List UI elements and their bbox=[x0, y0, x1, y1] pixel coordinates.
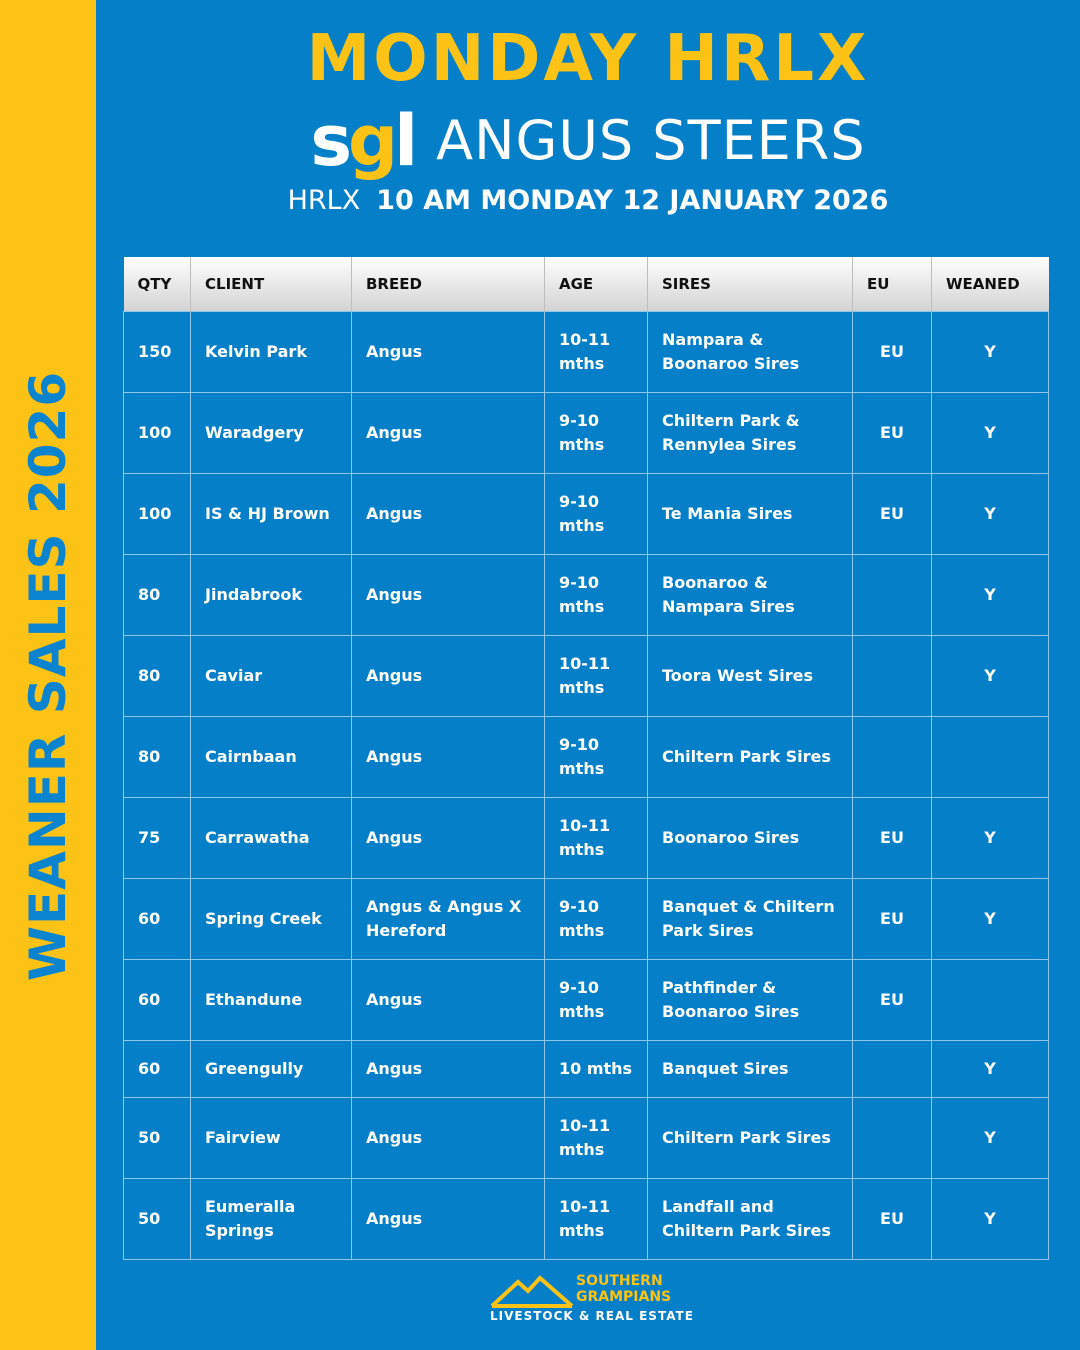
cell-eu bbox=[853, 716, 932, 797]
table-row bbox=[124, 635, 1049, 716]
column-header-sires: SIRES bbox=[648, 257, 853, 311]
column-header-client: CLIENT bbox=[191, 257, 352, 311]
table-row bbox=[124, 878, 1049, 959]
cell-weaned: Y bbox=[932, 1040, 1049, 1097]
cell-age: 10-11 mths bbox=[545, 311, 648, 392]
cell-client: Jindabrook bbox=[191, 554, 352, 635]
sale-table bbox=[123, 257, 1049, 1260]
cell-client: IS & HJ Brown bbox=[191, 473, 352, 554]
cell-client: Eumeralla Springs bbox=[191, 1178, 352, 1259]
cell-client: Greengully bbox=[191, 1040, 352, 1097]
sidebar-banner bbox=[0, 0, 96, 1350]
table-row bbox=[124, 392, 1049, 473]
table-row bbox=[124, 473, 1049, 554]
cell-age: 10 mths bbox=[545, 1040, 648, 1097]
cell-sires: Banquet & Chiltern Park Sires bbox=[648, 878, 853, 959]
cell-sires: Landfall and Chiltern Park Sires bbox=[648, 1178, 853, 1259]
footer-tagline: LIVESTOCK & REAL ESTATE bbox=[490, 1309, 694, 1323]
cell-sires: Toora West Sires bbox=[648, 635, 853, 716]
cell-age: 9-10 mths bbox=[545, 392, 648, 473]
cell-weaned: Y bbox=[932, 1097, 1049, 1178]
cell-sires: Te Mania Sires bbox=[648, 473, 853, 554]
cell-weaned: Y bbox=[932, 392, 1049, 473]
cell-weaned: Y bbox=[932, 554, 1049, 635]
cell-weaned: Y bbox=[932, 473, 1049, 554]
cell-age: 10-11 mths bbox=[545, 1097, 648, 1178]
cell-qty: 60 bbox=[124, 1040, 191, 1097]
sgl-logo: sgl bbox=[310, 100, 415, 182]
column-header-breed: BREED bbox=[352, 257, 545, 311]
cell-breed: Angus bbox=[352, 635, 545, 716]
venue-label: HRLX bbox=[287, 185, 361, 216]
cell-client: Cairnbaan bbox=[191, 716, 352, 797]
cell-eu: EU bbox=[853, 392, 932, 473]
cell-qty: 60 bbox=[124, 878, 191, 959]
cell-breed: Angus bbox=[352, 311, 545, 392]
table-header-row bbox=[124, 257, 1049, 311]
cell-qty: 80 bbox=[124, 635, 191, 716]
sale-date-line bbox=[96, 185, 1080, 216]
cell-qty: 100 bbox=[124, 473, 191, 554]
cell-qty: 60 bbox=[124, 959, 191, 1040]
cell-qty: 150 bbox=[124, 311, 191, 392]
cell-weaned: Y bbox=[932, 311, 1049, 392]
table-row bbox=[124, 1097, 1049, 1178]
sale-datetime: 10 AM MONDAY 12 JANUARY 2026 bbox=[376, 185, 889, 216]
cell-eu: EU bbox=[853, 1178, 932, 1259]
sidebar-label: WEANER SALES 2026 bbox=[19, 370, 77, 982]
cell-age: 9-10 mths bbox=[545, 554, 648, 635]
cell-client: Caviar bbox=[191, 635, 352, 716]
cell-sires: Banquet Sires bbox=[648, 1040, 853, 1097]
cell-weaned bbox=[932, 716, 1049, 797]
cell-eu: EU bbox=[853, 311, 932, 392]
mountain-icon bbox=[490, 1274, 574, 1308]
cell-age: 9-10 mths bbox=[545, 473, 648, 554]
table-row bbox=[124, 716, 1049, 797]
table-row bbox=[124, 959, 1049, 1040]
cell-age: 10-11 mths bbox=[545, 797, 648, 878]
cell-breed: Angus bbox=[352, 959, 545, 1040]
cell-client: Ethandune bbox=[191, 959, 352, 1040]
column-header-age: AGE bbox=[545, 257, 648, 311]
cell-weaned: Y bbox=[932, 797, 1049, 878]
cell-weaned: Y bbox=[932, 635, 1049, 716]
table-body bbox=[124, 311, 1049, 1259]
cell-age: 10-11 mths bbox=[545, 635, 648, 716]
cell-qty: 100 bbox=[124, 392, 191, 473]
cell-breed: Angus & Angus X Hereford bbox=[352, 878, 545, 959]
cell-sires: Boonaroo Sires bbox=[648, 797, 853, 878]
cell-eu bbox=[853, 1040, 932, 1097]
cell-qty: 75 bbox=[124, 797, 191, 878]
cell-sires: Chiltern Park Sires bbox=[648, 716, 853, 797]
cell-client: Spring Creek bbox=[191, 878, 352, 959]
cell-age: 9-10 mths bbox=[545, 716, 648, 797]
cell-age: 9-10 mths bbox=[545, 878, 648, 959]
cell-client: Carrawatha bbox=[191, 797, 352, 878]
cell-weaned bbox=[932, 959, 1049, 1040]
cell-age: 10-11 mths bbox=[545, 1178, 648, 1259]
page-subtitle: ANGUS STEERS bbox=[436, 109, 866, 172]
cell-eu: EU bbox=[853, 959, 932, 1040]
cell-breed: Angus bbox=[352, 1178, 545, 1259]
cell-age: 9-10 mths bbox=[545, 959, 648, 1040]
table-row bbox=[124, 797, 1049, 878]
cell-client: Waradgery bbox=[191, 392, 352, 473]
cell-qty: 50 bbox=[124, 1097, 191, 1178]
table-row bbox=[124, 554, 1049, 635]
table-row bbox=[124, 311, 1049, 392]
cell-breed: Angus bbox=[352, 1040, 545, 1097]
cell-qty: 80 bbox=[124, 554, 191, 635]
footer-logo bbox=[490, 1272, 694, 1332]
cell-breed: Angus bbox=[352, 716, 545, 797]
cell-sires: Chiltern Park Sires bbox=[648, 1097, 853, 1178]
cell-breed: Angus bbox=[352, 1097, 545, 1178]
subtitle-row bbox=[96, 96, 1080, 182]
cell-qty: 50 bbox=[124, 1178, 191, 1259]
cell-breed: Angus bbox=[352, 392, 545, 473]
column-header-weaned: WEANED bbox=[932, 257, 1049, 311]
cell-breed: Angus bbox=[352, 473, 545, 554]
cell-weaned: Y bbox=[932, 1178, 1049, 1259]
cell-breed: Angus bbox=[352, 797, 545, 878]
cell-qty: 80 bbox=[124, 716, 191, 797]
table-row bbox=[124, 1178, 1049, 1259]
column-header-eu: EU bbox=[853, 257, 932, 311]
cell-sires: Chiltern Park & Rennylea Sires bbox=[648, 392, 853, 473]
cell-eu bbox=[853, 635, 932, 716]
cell-sires: Boonaroo & Nampara Sires bbox=[648, 554, 853, 635]
cell-weaned: Y bbox=[932, 878, 1049, 959]
table-row bbox=[124, 1040, 1049, 1097]
cell-client: Kelvin Park bbox=[191, 311, 352, 392]
column-header-qty: QTY bbox=[124, 257, 191, 311]
cell-eu: EU bbox=[853, 878, 932, 959]
page-title: MONDAY HRLX bbox=[306, 22, 870, 96]
cell-sires: Nampara & Boonaroo Sires bbox=[648, 311, 853, 392]
cell-eu: EU bbox=[853, 797, 932, 878]
cell-eu bbox=[853, 554, 932, 635]
cell-sires: Pathfinder & Boonaroo Sires bbox=[648, 959, 853, 1040]
cell-breed: Angus bbox=[352, 554, 545, 635]
cell-eu bbox=[853, 1097, 932, 1178]
cell-eu: EU bbox=[853, 473, 932, 554]
footer-company-name: SOUTHERN GRAMPIANS bbox=[576, 1273, 672, 1305]
cell-client: Fairview bbox=[191, 1097, 352, 1178]
